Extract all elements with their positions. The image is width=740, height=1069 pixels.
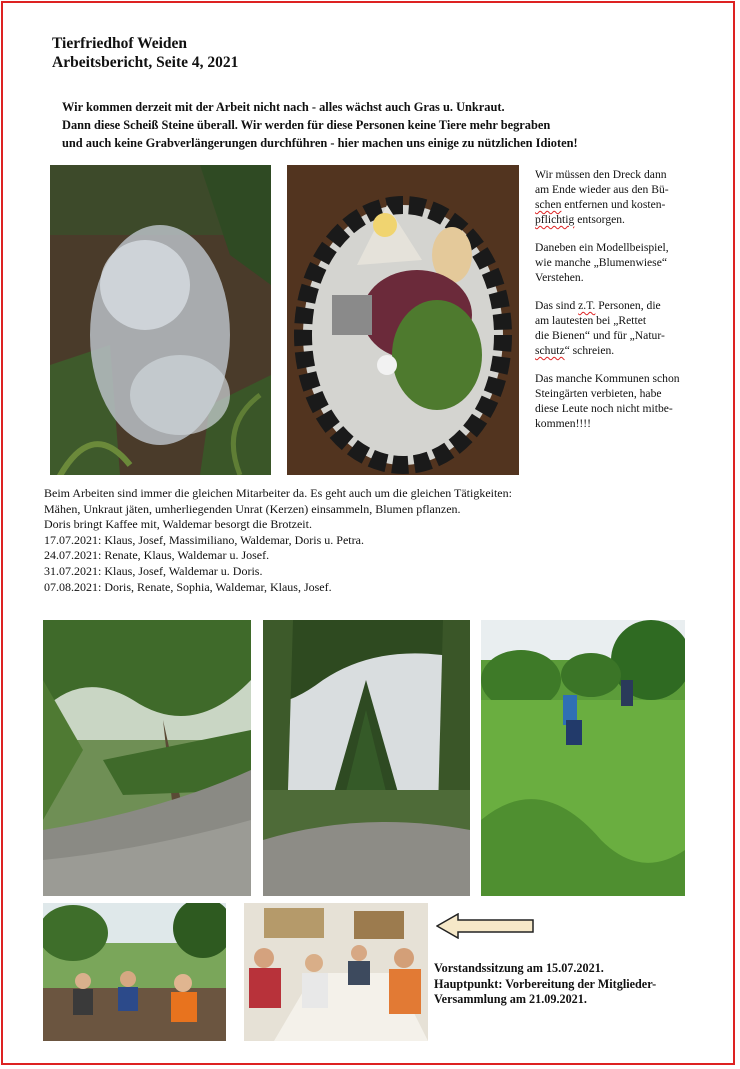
work-report-body <box>44 486 512 595</box>
side-paragraph-4 <box>535 371 731 431</box>
work-date-line: 24.07.2021: Renate, Klaus, Waldemar u. Josef. <box>44 548 270 563</box>
photo-fir-tree <box>263 620 470 896</box>
side-text: Personen, die <box>595 299 661 312</box>
side-text: diese Leute noch nicht mitbe- <box>535 402 673 415</box>
side-text: entsorgen. <box>574 213 625 226</box>
side-paragraph-3 <box>535 298 731 358</box>
note-line: Vorstandssitzung am 15.07.2021. <box>434 961 604 975</box>
side-text: am Ende wieder aus den Bü- <box>535 183 669 196</box>
side-text: Daneben ein Modellbeispiel, <box>535 241 669 254</box>
body-line: Mähen, Unkraut jäten, umherliegenden Unrat (Kerzen) einsammeln, Blumen pflanzen. <box>44 501 461 516</box>
lead-paragraph <box>62 98 578 152</box>
spellcheck-word: schutz <box>535 344 565 357</box>
side-paragraph-2 <box>535 240 731 285</box>
photo-group-outdoors <box>43 903 226 1041</box>
lead-line: und auch keine Grabverlängerungen durchführen - hier machen uns einige zu nützlichen Idioten! <box>62 136 578 150</box>
side-text: Steingärten verbieten, habe <box>535 387 662 400</box>
body-line: Doris bringt Kaffee mit, Waldemar besorgt die Brotzeit. <box>44 517 312 532</box>
photo-volunteers-working <box>481 620 685 896</box>
note-line: Versammlung am 21.09.2021. <box>434 992 587 1006</box>
side-paragraph-1 <box>535 167 731 227</box>
lead-line: Wir kommen derzeit mit der Arbeit nicht nach - alles wächst auch Gras u. Unkraut. <box>62 100 505 114</box>
side-text: kommen!!!! <box>535 417 592 430</box>
photo-garden-path <box>43 620 251 896</box>
title-line-1: Tierfriedhof Weiden <box>52 35 188 52</box>
photo-decorated-grave <box>287 165 519 475</box>
title-line-2: Arbeitsbericht, Seite 4, 2021 <box>52 54 239 71</box>
work-date-line: 17.07.2021: Klaus, Josef, Massimiliano, Waldemar, Doris u. Petra. <box>44 532 364 547</box>
report-title <box>52 34 238 72</box>
side-text: Das sind <box>535 299 579 312</box>
spellcheck-word: z.T. <box>578 299 596 312</box>
work-date-line: 07.08.2021: Doris, Renate, Sophia, Waldemar, Klaus, Josef. <box>44 579 332 594</box>
side-text: Verstehen. <box>535 271 584 284</box>
spellcheck-word: schen <box>535 198 562 211</box>
body-line: Beim Arbeiten sind immer die gleichen Mitarbeiter da. Es geht auch um die gleichen Tätigkeiten: <box>44 486 512 500</box>
side-commentary <box>535 167 731 444</box>
side-text: am lautesten bei „Rettet <box>535 314 647 327</box>
board-meeting-note <box>434 961 656 1008</box>
work-date-line: 31.07.2021: Klaus, Josef, Waldemar u. Doris. <box>44 563 263 578</box>
lead-line: Dann diese Scheiß Steine überall. Wir werden für diese Personen keine Tiere mehr begraben <box>62 118 551 132</box>
side-text: entfernen und kosten- <box>561 198 666 211</box>
side-text: wie manche „Blumenwiese“ <box>535 256 667 269</box>
left-arrow-icon <box>436 913 534 939</box>
side-text: die Bienen“ und für „Natur- <box>535 329 665 342</box>
side-text: Das manche Kommunen schon <box>535 372 680 385</box>
photo-board-meeting <box>244 903 428 1041</box>
side-text: Wir müssen den Dreck dann <box>535 168 667 181</box>
spellcheck-word: pflichtig <box>535 213 575 226</box>
note-line: Hauptpunkt: Vorbereitung der Mitglieder- <box>434 976 657 991</box>
photo-gravel-ground <box>50 165 271 475</box>
side-text: “ schreien. <box>564 344 615 357</box>
